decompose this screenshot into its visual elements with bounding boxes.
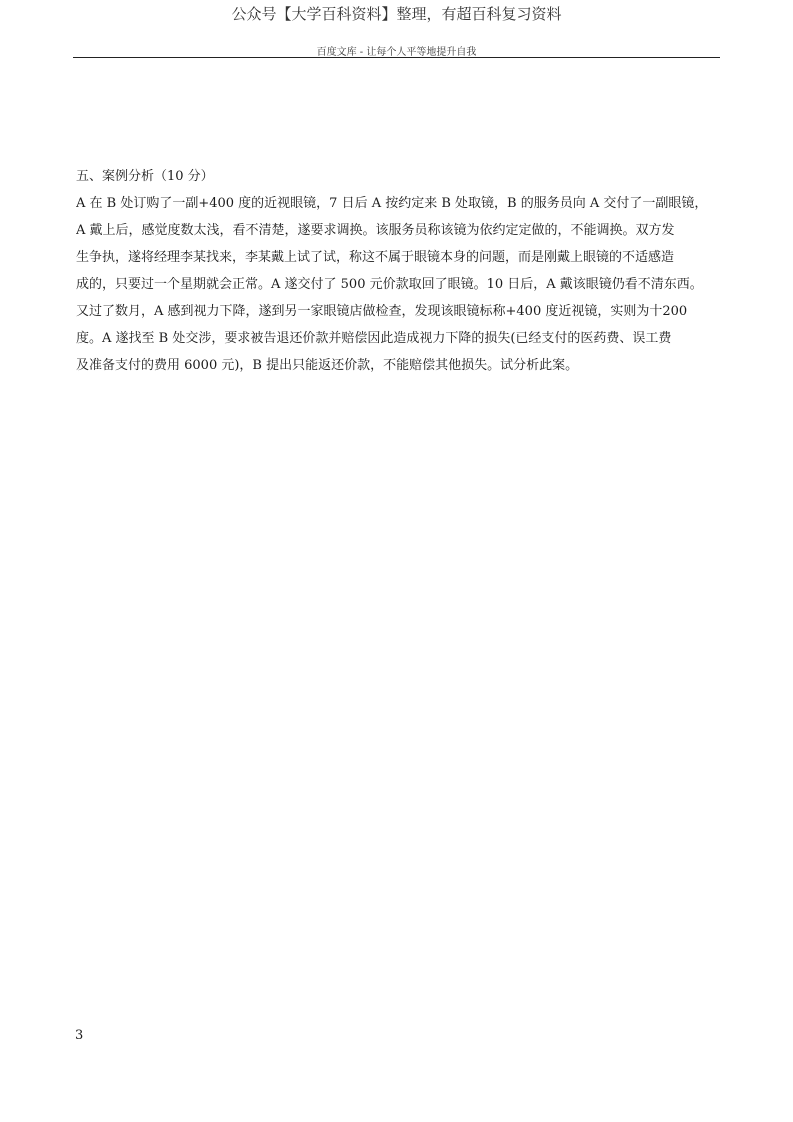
watermark-banner: 公众号【大学百科资料】整理，有超百科复习资料 [231, 5, 562, 23]
section-title: 五、案例分析（10 分） [76, 169, 214, 184]
header-divider [73, 57, 720, 58]
page-header: 百度文库 - 让每个人平等地提升自我 [316, 47, 477, 58]
paragraph-line: 成的，只要过一个星期就会正常。A 遂交付了 500 元价款取回了眼镜。10 日后，A 戴该眼镜仍看不清东西。 [76, 277, 703, 292]
paragraph-line: 度。A 遂找至 B 处交涉，要求被告退还价款并赔偿因此造成视力下降的损失(已经支付的医药费、误工费 [76, 331, 672, 346]
paragraph-line: A 在 B 处订购了一副+400 度的近视眼镜，7 日后 A 按约定来 B 处取镜，B 的服务员向 A 交付了一副眼镜， [76, 196, 708, 211]
paragraph-line: A 戴上后，感觉度数太浅，看不清楚，遂要求调换。该服务员称该镜为依约定定做的，不能调换。双方发 [76, 223, 675, 238]
page-number: 3 [75, 1028, 84, 1043]
paragraph-line: 又过了数月，A 感到视力下降，遂到另一家眼镜店做检查，发现该眼镜标称+400 度近视镜，实则为十200 [76, 304, 688, 319]
paragraph-line: 生争执，遂将经理李某找来，李某戴上试了试，称这不属于眼镜本身的问题，而是刚戴上眼镜的不适感造 [76, 250, 675, 265]
paragraph-line: 及准备支付的费用 6000 元)，B 提出只能返还价款，不能赔偿其他损失。试分析此案。 [76, 358, 579, 373]
